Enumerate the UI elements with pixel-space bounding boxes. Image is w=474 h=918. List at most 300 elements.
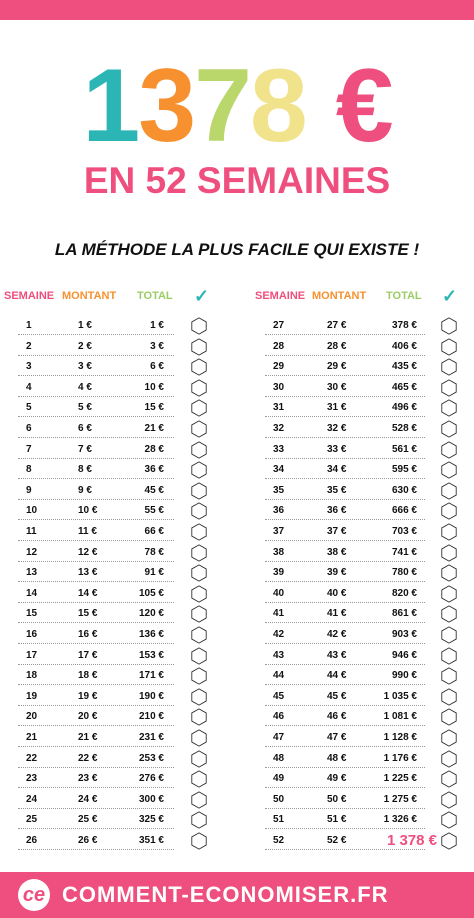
- amount-value: 7 €: [78, 443, 92, 455]
- week-number: 35: [273, 484, 285, 496]
- row-divider: [18, 684, 174, 685]
- week-number: 42: [273, 629, 285, 640]
- amount-value: 40 €: [327, 587, 347, 599]
- table-row: [0, 810, 237, 830]
- checkbox-hexagon-icon[interactable]: [190, 358, 208, 376]
- row-divider: [265, 561, 425, 562]
- total-value: 903 €: [391, 629, 417, 640]
- amount-value: 37 €: [327, 526, 347, 537]
- total-value: 703 €: [391, 526, 417, 537]
- total-value: 1 081 €: [383, 711, 417, 723]
- amount-value: 6 €: [78, 423, 92, 434]
- amount-value: 24 €: [78, 793, 98, 805]
- amount-value: 10 €: [78, 505, 98, 517]
- row-divider: [265, 746, 425, 747]
- row-divider: [18, 416, 174, 417]
- amount-value: 17 €: [78, 649, 98, 661]
- row-divider: [18, 725, 174, 726]
- table-row: [0, 666, 237, 686]
- checkbox-hexagon-icon[interactable]: [440, 420, 458, 438]
- row-divider: [265, 437, 425, 438]
- row-divider: [18, 499, 174, 500]
- week-number: 4: [26, 381, 32, 393]
- amount-value: 32 €: [327, 423, 347, 434]
- row-divider: [265, 396, 425, 397]
- title-char-3: 8: [249, 48, 306, 164]
- table-row: [0, 687, 237, 707]
- amount-value: 31 €: [327, 402, 347, 414]
- title-char-0: 1: [82, 48, 139, 164]
- week-number: 46: [273, 711, 285, 723]
- amount-value: 23 €: [78, 773, 98, 785]
- row-divider: [18, 808, 174, 809]
- row-divider: [18, 375, 174, 376]
- table-row: [237, 440, 474, 460]
- row-divider: [18, 664, 174, 665]
- table-row: [237, 646, 474, 666]
- row-divider: [18, 519, 174, 520]
- checkbox-hexagon-icon[interactable]: [190, 544, 208, 562]
- total-value: 1 176 €: [383, 752, 417, 764]
- checkbox-hexagon-icon[interactable]: [440, 544, 458, 562]
- row-divider: [265, 355, 425, 356]
- checkbox-hexagon-icon[interactable]: [190, 399, 208, 417]
- week-number: 19: [26, 690, 38, 702]
- row-divider: [18, 561, 174, 562]
- week-number: 51: [273, 814, 285, 826]
- row-divider: [18, 828, 174, 829]
- table-row: [237, 728, 474, 748]
- week-number: 10: [26, 505, 38, 517]
- week-number: 34: [273, 464, 285, 476]
- checkmark-icon: ✓: [194, 286, 210, 306]
- checkbox-hexagon-icon[interactable]: [440, 770, 458, 788]
- total-value: 231 €: [138, 732, 164, 743]
- checkbox-hexagon-icon[interactable]: [190, 461, 208, 479]
- total-value: 1 326 €: [383, 814, 417, 826]
- amount-value: 18 €: [78, 670, 98, 682]
- table-row: [237, 398, 474, 418]
- table-row: [237, 337, 474, 357]
- total-value: 780 €: [391, 567, 417, 579]
- amount-value: 3 €: [78, 361, 92, 373]
- row-divider: [18, 787, 174, 788]
- row-divider: [18, 334, 174, 335]
- total-value: 666 €: [391, 505, 417, 517]
- total-value: 561 €: [391, 443, 417, 455]
- row-divider: [265, 416, 425, 417]
- header-semaine: SEMAINE: [4, 290, 55, 302]
- table-row: [0, 398, 237, 418]
- amount-value: 36 €: [327, 505, 347, 517]
- amount-value: 14 €: [78, 587, 98, 599]
- table-row: [237, 481, 474, 501]
- amount-value: 33 €: [327, 443, 347, 455]
- checkbox-hexagon-icon[interactable]: [190, 564, 208, 582]
- amount-value: 52 €: [327, 835, 347, 846]
- table-row: [237, 378, 474, 398]
- table-row: [237, 707, 474, 727]
- checkbox-hexagon-icon[interactable]: [190, 317, 208, 335]
- table-row: [237, 584, 474, 604]
- amount-value: 35 €: [327, 484, 347, 496]
- amount-value: 45 €: [327, 690, 347, 702]
- week-number: 1: [26, 320, 32, 331]
- table-row: [0, 522, 237, 542]
- checkbox-hexagon-icon[interactable]: [190, 729, 208, 747]
- tagline: LA MÉTHODE LA PLUS FACILE QUI EXISTE !: [54, 240, 420, 259]
- checkbox-hexagon-icon[interactable]: [440, 564, 458, 582]
- checkbox-hexagon-icon[interactable]: [190, 420, 208, 438]
- row-divider: [18, 355, 174, 356]
- amount-value: 51 €: [327, 814, 347, 826]
- checkbox-hexagon-icon[interactable]: [440, 729, 458, 747]
- table-row: [0, 440, 237, 460]
- row-divider: [265, 849, 425, 850]
- total-value: 210 €: [138, 711, 164, 723]
- amount-value: 13 €: [78, 567, 98, 579]
- table-row: [0, 749, 237, 769]
- total-value: 28 €: [144, 443, 164, 455]
- table-row: [0, 501, 237, 521]
- row-divider: [18, 458, 174, 459]
- amount-value: 5 €: [78, 402, 92, 414]
- week-number: 50: [273, 793, 285, 805]
- week-number: 12: [26, 546, 38, 558]
- checkbox-hexagon-icon[interactable]: [190, 338, 208, 356]
- total-value: 3 €: [150, 340, 164, 352]
- row-divider: [18, 540, 174, 541]
- row-divider: [265, 540, 425, 541]
- checkbox-hexagon-icon[interactable]: [440, 647, 458, 665]
- week-number: 39: [273, 567, 285, 579]
- checkbox-hexagon-icon[interactable]: [190, 626, 208, 644]
- table-row: [237, 790, 474, 810]
- row-divider: [265, 787, 425, 788]
- total-value: 406 €: [391, 340, 417, 352]
- checkbox-hexagon-icon[interactable]: [440, 585, 458, 603]
- week-number: 9: [26, 484, 32, 496]
- row-divider: [265, 725, 425, 726]
- amount-value: 25 €: [78, 814, 98, 826]
- week-number: 30: [273, 381, 285, 393]
- week-number: 45: [273, 690, 285, 702]
- week-number: 2: [26, 340, 32, 352]
- week-number: 41: [273, 608, 285, 620]
- checkbox-hexagon-icon[interactable]: [440, 626, 458, 644]
- week-number: 33: [273, 443, 285, 455]
- week-number: 29: [273, 361, 285, 373]
- row-divider: [18, 581, 174, 582]
- week-number: 6: [26, 423, 32, 434]
- row-divider: [18, 437, 174, 438]
- week-number: 43: [273, 649, 285, 661]
- week-number: 36: [273, 505, 285, 517]
- table-row: [0, 419, 237, 439]
- logo-icon[interactable]: ce: [18, 879, 50, 911]
- footer-site-link[interactable]: COMMENT-ECONOMISER.FR: [62, 882, 389, 907]
- total-value: 1 378 €: [386, 832, 437, 849]
- checkbox-hexagon-icon[interactable]: [190, 441, 208, 459]
- row-divider: [18, 849, 174, 850]
- row-divider: [265, 808, 425, 809]
- table-row: [237, 687, 474, 707]
- row-divider: [18, 705, 174, 706]
- total-value: 105 €: [138, 587, 164, 599]
- total-value: 1 035 €: [383, 690, 417, 702]
- week-number: 3: [26, 361, 32, 373]
- row-divider: [265, 705, 425, 706]
- table-row: [0, 460, 237, 480]
- checkbox-hexagon-icon[interactable]: [440, 523, 458, 541]
- row-divider: [265, 622, 425, 623]
- total-value: 91 €: [144, 567, 164, 579]
- table-row: [0, 707, 237, 727]
- total-value: 630 €: [391, 484, 417, 496]
- amount-value: 34 €: [327, 464, 347, 476]
- row-divider: [265, 828, 425, 829]
- amount-value: 12 €: [78, 546, 98, 558]
- week-number: 32: [273, 423, 285, 434]
- table-row: [0, 337, 237, 357]
- week-number: 38: [273, 546, 285, 558]
- table-row: [237, 769, 474, 789]
- total-value: 1 225 €: [383, 773, 417, 785]
- week-number: 13: [26, 567, 38, 579]
- week-number: 15: [26, 608, 38, 620]
- title-char-1: 3: [138, 48, 195, 164]
- checkbox-hexagon-icon[interactable]: [190, 482, 208, 500]
- total-value: 378 €: [391, 320, 417, 331]
- checkbox-hexagon-icon[interactable]: [440, 667, 458, 685]
- row-divider: [265, 478, 425, 479]
- total-value: 496 €: [391, 402, 417, 414]
- checkbox-hexagon-icon[interactable]: [440, 605, 458, 623]
- table-row: [237, 810, 474, 830]
- header-total: TOTAL: [386, 290, 422, 302]
- row-divider: [18, 396, 174, 397]
- week-number: 49: [273, 773, 285, 785]
- checkbox-hexagon-icon[interactable]: [190, 750, 208, 768]
- total-value: 351 €: [138, 835, 164, 846]
- total-value: 946 €: [391, 649, 417, 661]
- checkbox-hexagon-icon[interactable]: [190, 832, 208, 850]
- checkbox-hexagon-icon[interactable]: [190, 791, 208, 809]
- table-row: [0, 769, 237, 789]
- total-value: 861 €: [391, 608, 417, 620]
- title-char-5: €: [335, 48, 392, 164]
- row-divider: [265, 684, 425, 685]
- title-amount: [0, 46, 474, 166]
- total-value: 55 €: [144, 505, 164, 517]
- checkbox-hexagon-icon[interactable]: [440, 441, 458, 459]
- table-row: [237, 666, 474, 686]
- row-divider: [18, 746, 174, 747]
- table-row: [237, 501, 474, 521]
- table-row: [0, 646, 237, 666]
- title-char-2: 7: [194, 48, 250, 164]
- total-value: 253 €: [138, 752, 164, 764]
- table-row: [237, 749, 474, 769]
- top-bar: [0, 0, 474, 20]
- row-divider: [265, 375, 425, 376]
- week-number: 21: [26, 732, 38, 743]
- amount-value: 11 €: [78, 526, 97, 537]
- total-value: 990 €: [391, 670, 417, 682]
- total-value: 595 €: [391, 464, 417, 476]
- table-row: [237, 604, 474, 624]
- amount-value: 43 €: [327, 649, 347, 661]
- week-number: 27: [273, 320, 285, 331]
- total-value: 36 €: [144, 464, 164, 476]
- total-value: 325 €: [138, 814, 164, 826]
- total-value: 820 €: [391, 587, 417, 599]
- total-value: 153 €: [138, 649, 164, 661]
- total-value: 528 €: [391, 423, 417, 434]
- total-value: 435 €: [391, 361, 417, 373]
- checkbox-hexagon-icon[interactable]: [440, 688, 458, 706]
- header-semaine: SEMAINE: [255, 290, 306, 302]
- amount-value: 4 €: [78, 381, 92, 393]
- total-value: 10 €: [144, 381, 164, 393]
- checkbox-hexagon-icon[interactable]: [440, 832, 458, 850]
- table-row: [237, 522, 474, 542]
- table-row: [237, 543, 474, 563]
- checkbox-hexagon-icon[interactable]: [190, 667, 208, 685]
- checkbox-hexagon-icon[interactable]: [440, 708, 458, 726]
- checkbox-hexagon-icon[interactable]: [190, 770, 208, 788]
- week-number: 26: [26, 835, 38, 846]
- total-value: 741 €: [391, 546, 417, 558]
- header-total: TOTAL: [137, 290, 173, 302]
- row-divider: [265, 519, 425, 520]
- checkbox-hexagon-icon[interactable]: [440, 379, 458, 397]
- table-row: [0, 728, 237, 748]
- week-number: 16: [26, 629, 38, 640]
- amount-value: 29 €: [327, 361, 347, 373]
- amount-value: 41 €: [327, 608, 347, 620]
- amount-value: 39 €: [327, 567, 347, 579]
- subtitle: EN 52 SEMAINES: [83, 160, 391, 201]
- week-number: 11: [26, 526, 37, 537]
- checkbox-hexagon-icon[interactable]: [440, 338, 458, 356]
- checkbox-hexagon-icon[interactable]: [190, 585, 208, 603]
- row-divider: [18, 643, 174, 644]
- week-number: 24: [26, 793, 38, 805]
- amount-value: 21 €: [78, 732, 98, 743]
- row-divider: [18, 767, 174, 768]
- week-number: 25: [26, 814, 38, 826]
- amount-value: 38 €: [327, 546, 347, 558]
- week-number: 8: [26, 464, 32, 476]
- checkbox-hexagon-icon[interactable]: [190, 708, 208, 726]
- row-divider: [265, 499, 425, 500]
- row-divider: [265, 664, 425, 665]
- checkbox-hexagon-icon[interactable]: [190, 605, 208, 623]
- amount-value: 50 €: [327, 793, 347, 805]
- header-montant: MONTANT: [312, 290, 367, 302]
- total-value: 21 €: [144, 423, 164, 434]
- table-row: [0, 357, 237, 377]
- checkmark-icon: ✓: [442, 286, 458, 306]
- week-number: 22: [26, 752, 38, 764]
- checkbox-hexagon-icon[interactable]: [190, 502, 208, 520]
- table-row: [0, 543, 237, 563]
- table-row: [0, 378, 237, 398]
- total-value: 136 €: [138, 629, 164, 640]
- checkbox-hexagon-icon[interactable]: [190, 523, 208, 541]
- table-row: [237, 563, 474, 583]
- amount-value: 30 €: [327, 381, 347, 393]
- total-value: 276 €: [138, 773, 164, 785]
- amount-value: 9 €: [78, 484, 92, 496]
- total-value: 78 €: [144, 546, 164, 558]
- amount-value: 22 €: [78, 752, 98, 764]
- checkbox-hexagon-icon[interactable]: [440, 461, 458, 479]
- checkbox-hexagon-icon[interactable]: [440, 399, 458, 417]
- table-row: [237, 419, 474, 439]
- checkbox-hexagon-icon[interactable]: [190, 811, 208, 829]
- checkbox-hexagon-icon[interactable]: [440, 358, 458, 376]
- checkbox-hexagon-icon[interactable]: [440, 482, 458, 500]
- amount-value: 27 €: [327, 320, 347, 331]
- amount-value: 49 €: [327, 773, 347, 785]
- row-divider: [18, 622, 174, 623]
- amount-value: 8 €: [78, 464, 92, 476]
- week-number: 47: [273, 732, 285, 743]
- table-row: [0, 604, 237, 624]
- total-value: 120 €: [138, 608, 164, 620]
- total-value: 190 €: [138, 690, 164, 702]
- week-number: 23: [26, 773, 38, 785]
- amount-value: 16 €: [78, 629, 98, 640]
- checkbox-hexagon-icon[interactable]: [440, 811, 458, 829]
- table-row: [0, 481, 237, 501]
- table-row: [0, 584, 237, 604]
- week-number: 17: [26, 649, 38, 661]
- checkbox-hexagon-icon[interactable]: [190, 379, 208, 397]
- table-row: [237, 460, 474, 480]
- checkbox-hexagon-icon[interactable]: [190, 647, 208, 665]
- total-value: 6 €: [150, 361, 164, 373]
- checkbox-hexagon-icon[interactable]: [440, 317, 458, 335]
- row-divider: [18, 602, 174, 603]
- table-row: [237, 357, 474, 377]
- row-divider: [265, 643, 425, 644]
- table-row: [237, 625, 474, 645]
- week-number: 52: [273, 835, 285, 846]
- week-number: 40: [273, 587, 285, 599]
- row-divider: [265, 581, 425, 582]
- table-row: [0, 316, 237, 336]
- amount-value: 48 €: [327, 752, 347, 764]
- total-value: 1 €: [150, 320, 164, 331]
- total-value: 45 €: [144, 484, 164, 496]
- amount-value: 44 €: [327, 670, 347, 682]
- checkbox-hexagon-icon[interactable]: [440, 791, 458, 809]
- week-number: 31: [273, 402, 285, 414]
- total-value: 15 €: [144, 402, 164, 414]
- checkbox-hexagon-icon[interactable]: [440, 502, 458, 520]
- table-row: [0, 790, 237, 810]
- table-row: [0, 625, 237, 645]
- amount-value: 26 €: [78, 835, 98, 846]
- row-divider: [265, 767, 425, 768]
- table-row: [237, 831, 474, 851]
- checkbox-hexagon-icon[interactable]: [440, 750, 458, 768]
- table-row: [0, 831, 237, 851]
- checkbox-hexagon-icon[interactable]: [190, 688, 208, 706]
